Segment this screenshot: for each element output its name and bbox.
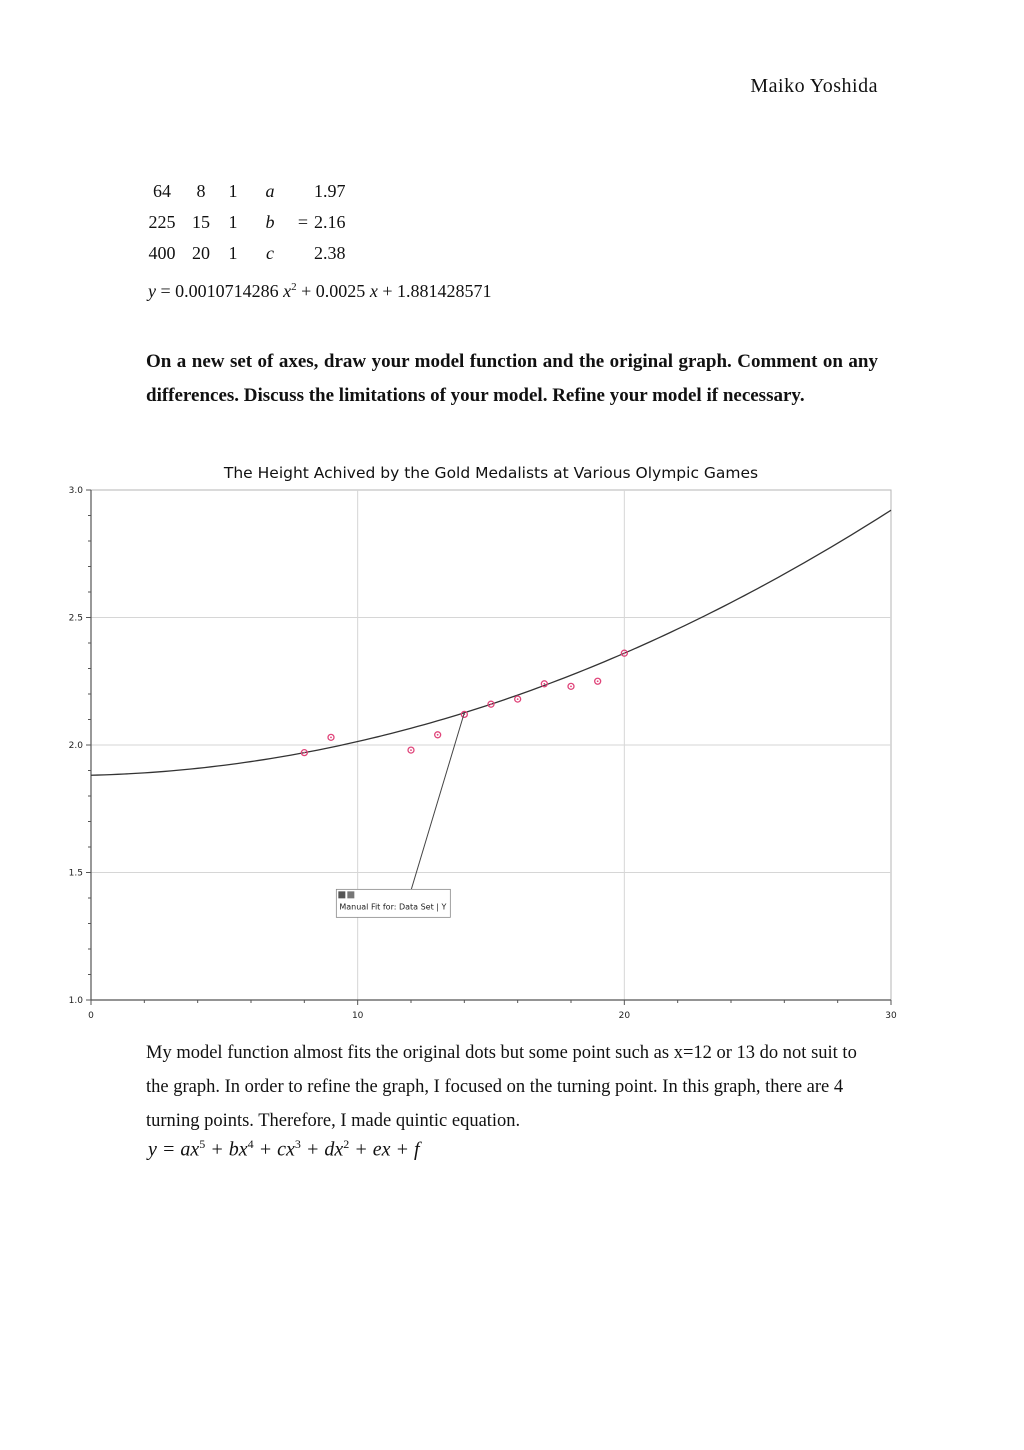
matrix-cell: c — [266, 243, 274, 263]
matrix-cell: b — [265, 212, 275, 232]
eq1-coefficient-a: = 0.0010714286 — [156, 281, 284, 301]
data-point-center — [303, 752, 305, 754]
x-tick-label: 20 — [618, 1011, 631, 1021]
matrix-cell: 2.38 — [314, 243, 346, 263]
matrix-cell: 1 — [228, 181, 238, 201]
chart-title: The Height Achived by the Gold Medalists at Various Olympic Games — [223, 464, 759, 482]
data-point-center — [623, 652, 625, 654]
matrix-cell: 20 — [192, 243, 210, 263]
callout-pin-icon — [347, 891, 354, 898]
matrix-cell: 64 — [153, 181, 171, 201]
matrix-row — [140, 207, 374, 238]
matrix-equation — [140, 176, 374, 269]
model-fit-chart — [50, 458, 910, 1038]
data-point-center — [543, 683, 545, 685]
data-point-center — [437, 734, 439, 736]
matrix-cell — [292, 238, 314, 269]
x-tick-label: 0 — [88, 1011, 94, 1021]
y-tick-label: 1.5 — [68, 868, 83, 879]
data-point-center — [490, 703, 492, 705]
eq1-coefficient-b: + 0.0025 — [296, 281, 370, 301]
callout-close-icon — [338, 891, 345, 898]
matrix-cell — [292, 176, 314, 207]
x-tick-label: 10 — [351, 1011, 364, 1021]
matrix-cell: a — [265, 181, 275, 201]
matrix-cell: 400 — [148, 243, 176, 263]
matrix-row — [140, 176, 374, 207]
matrix-cell: 1.97 — [314, 181, 346, 201]
matrix-cell: 15 — [192, 212, 210, 232]
eq1-x-linear: x — [369, 281, 378, 301]
data-point-center — [330, 736, 332, 738]
matrix-cell: 8 — [196, 181, 206, 201]
y-tick-label: 2.5 — [68, 613, 83, 624]
matrix-cell: 1 — [228, 243, 238, 263]
matrix-cell: 1 — [228, 212, 238, 232]
quintic-equation — [148, 1137, 420, 1162]
data-point-center — [410, 749, 412, 751]
eq2-exp-2: 2 — [343, 1137, 350, 1151]
matrix-cell: 2.16 — [314, 212, 346, 232]
eq1-x: x — [283, 281, 292, 301]
eq1-constant: + 1.881428571 — [377, 281, 492, 301]
data-point-center — [570, 685, 572, 687]
matrix-cell: = — [297, 212, 309, 232]
eq1-y: y — [148, 281, 156, 301]
y-tick-label: 1.0 — [68, 996, 83, 1006]
eq2-exp-4: 4 — [247, 1137, 254, 1151]
eq2-exp-5: 5 — [199, 1137, 206, 1151]
x-tick-label: 30 — [885, 1011, 897, 1021]
eq2-term-c: + cx — [253, 1138, 295, 1161]
eq2-exp-3: 3 — [294, 1137, 301, 1151]
eq2-term-a: y = ax — [148, 1138, 200, 1161]
quadratic-model-equation — [148, 281, 491, 302]
matrix-row — [140, 238, 374, 269]
data-point-center — [517, 698, 519, 700]
eq2-term-d: + dx — [300, 1138, 344, 1161]
author-name: Maiko Yoshida — [750, 75, 878, 97]
matrix-cell: 225 — [148, 212, 176, 232]
eq2-term-b: + bx — [205, 1138, 248, 1161]
y-tick-label: 3.0 — [68, 486, 83, 496]
analysis-paragraph: My model function almost fits the original dots but some point such as x=12 or 13 do not suit to the graph. In order to refine the graph, I focused on the turning point. In this graph, there are 4 turning points. Therefore, I made quintic equation. — [146, 1043, 857, 1131]
eq2-term-ef: + ex + f — [349, 1138, 420, 1161]
chart-svg — [50, 458, 910, 1038]
data-point-center — [597, 680, 599, 682]
question-text: On a new set of axes, draw your model function and the original graph. Comment on any differences. Discuss the limitations of your model. Refine your model if necessary. — [146, 351, 878, 406]
eq1-exponent: 2 — [291, 281, 297, 293]
callout-label: Manual Fit for: Data Set | Y — [339, 902, 447, 912]
y-tick-label: 2.0 — [68, 741, 83, 751]
